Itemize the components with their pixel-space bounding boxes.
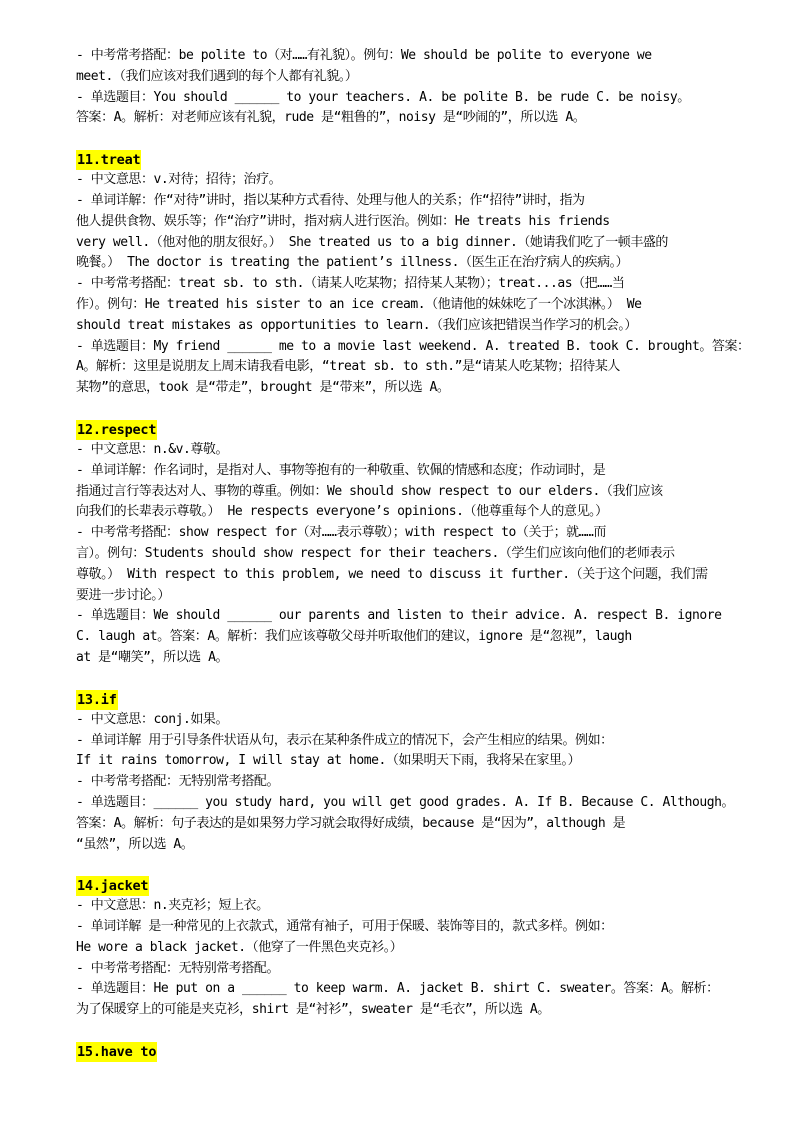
intro-line: - 单选题目：You should ______ to your teachers. A. be polite B. be rude C. be noisy。: [76, 89, 690, 105]
section-heading: 12.respect: [77, 421, 157, 438]
section-heading: 13.if: [77, 691, 117, 708]
section-line: 言）。例句：Students should show respect for their teachers.（学生们应该向他们的老师表示: [76, 545, 675, 561]
section-heading: 11.treat: [77, 152, 141, 169]
section-line: - 单词详解：作“对待”讲时，指以某种方式看待、处理与他人的关系；作“招待”讲时，指为: [76, 192, 585, 208]
section-line: - 中考常考搭配：treat sb. to sth.（请某人吃某物；招待某人某物）；treat...as（把……当: [76, 276, 625, 292]
section-respect: [76, 419, 766, 669]
section-line: 尊敬。） With respect to this problem, we need to discuss it further.（关于这个问题，我们需: [76, 566, 708, 582]
section-line: 为了保暖穿上的可能是夹克衫，shirt 是“衬衫”，sweater 是“毛衣”，所以选 A。: [76, 1002, 550, 1018]
section-line: 某物”的意思，took 是“带走”，brought 是“带来”，所以选 A。: [76, 380, 450, 396]
section-line: He wore a black jacket.（他穿了一件黑色夹克衫。）: [76, 939, 403, 955]
section-line: 晚餐。） The doctor is treating the patient’s illness.（医生正在治疗病人的疾病。）: [76, 255, 629, 271]
intro-block: [76, 46, 766, 129]
section-line: - 中考常考搭配：无特别常考搭配。: [76, 960, 280, 976]
section-line: 向我们的长辈表示尊敬。） He respects everyone’s opinions.（他尊重每个人的意见。）: [76, 504, 608, 520]
section-line: 作）。例句：He treated his sister to an ice cream.（他请他的妹妹吃了一个冰淇淋。） We: [76, 296, 642, 312]
section-heading: 15.have to: [77, 1044, 157, 1061]
section-line: - 中考常考搭配：无特别常考搭配。: [76, 774, 280, 790]
section-jacket: [76, 875, 766, 1021]
section-line: 指通过言行等表达对人、事物的尊重。例如：We should show respect to our elders.（我们应该: [76, 483, 663, 499]
intro-line: meet.（我们应该对我们遇到的每个人都有礼貌。）: [76, 68, 358, 84]
section-line: at 是“嘲笑”，所以选 A。: [76, 649, 229, 665]
section-line: - 单选题目：______ you study hard, you will get good grades. A. If B. Because C. Although。: [76, 794, 735, 810]
section-line: - 单词详解 是一种常见的上衣款式，通常有袖子，可用于保暖、装饰等目的，款式多样。例如：: [76, 919, 613, 935]
intro-line: 答案：A。解析：对老师应该有礼貌，rude 是“粗鲁的”，noisy 是“吵闹的”，所以选 A。: [76, 110, 586, 126]
section-line: - 单选题目：We should ______ our parents and listen to their advice. A. respect B. ignore: [76, 608, 722, 624]
section-heading: 14.jacket: [77, 878, 149, 895]
section-line: - 中文意思：v.对待；招待；治疗。: [76, 172, 282, 188]
section-line: - 单选题目：My friend ______ me to a movie last weekend. A. treated B. took C. brought。答案：: [76, 338, 750, 354]
section-if: [76, 689, 766, 856]
section-line: “虽然”，所以选 A。: [76, 836, 194, 852]
section-line: If it rains tomorrow, I will stay at home.（如果明天下雨，我将呆在家里。）: [76, 753, 581, 769]
section-line: should treat mistakes as opportunities to learn.（我们应该把错误当作学习的机会。）: [76, 317, 637, 333]
section-line: 要进一步讨论。）: [76, 587, 170, 603]
section-line: - 中考常考搭配：show respect for（对……表示尊敬）；with respect to（关于；就……而: [76, 525, 606, 541]
section-line: 答案：A。解析：句子表达的是如果努力学习就会取得好成绩，because 是“因为”，although 是: [76, 815, 626, 831]
section-line: A。解析：这里是说朋友上周末请我看电影，“treat sb. to sth.”是“请某人吃某物；招待某人: [76, 359, 620, 375]
document-page: [76, 46, 766, 1062]
section-treat: [76, 149, 766, 399]
section-line: 他人提供食物、娱乐等；作“治疗”讲时，指对病人进行医治。例如：He treats his friends: [76, 213, 610, 229]
intro-line: - 中考常考搭配：be polite to（对……有礼貌）。例句：We should be polite to everyone we: [76, 48, 652, 63]
section-have-to: [76, 1041, 766, 1062]
section-line: - 单选题目：He put on a ______ to keep warm. A. jacket B. shirt C. sweater。答案：A。解析：: [76, 981, 719, 997]
section-line: - 单词详解 用于引导条件状语从句，表示在某种条件成立的情况下，会产生相应的结果。例如：: [76, 732, 613, 748]
section-line: very well.（他对他的朋友很好。） She treated us to a big dinner.（她请我们吃了一顿丰盛的: [76, 234, 668, 250]
section-line: C. laugh at。答案：A。解析：我们应该尊敬父母并听取他们的建议，ignore 是“忽视”，laugh: [76, 629, 632, 645]
section-line: - 中文意思：conj.如果。: [76, 711, 229, 727]
section-line: - 中文意思：n.夹克衫；短上衣。: [76, 898, 269, 914]
section-line: - 单词详解：作名词时，是指对人、事物等抱有的一种敬重、钦佩的情感和态度；作动词时，是: [76, 462, 606, 478]
section-line: - 中文意思：n.&v.尊敬。: [76, 441, 229, 457]
